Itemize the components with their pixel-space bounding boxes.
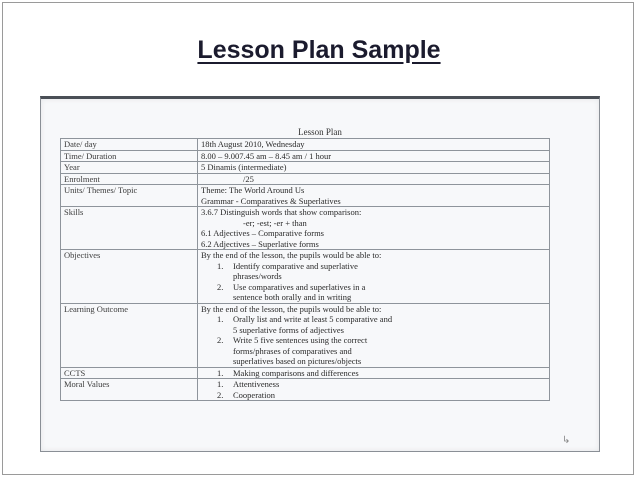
list-number: 2. — [217, 281, 224, 292]
lesson-plan-table — [60, 138, 550, 401]
list-number: 1. — [217, 367, 224, 378]
value-line: 18th August 2010, Wednesday — [201, 139, 305, 149]
table-row — [61, 150, 550, 162]
row-label: Moral Values — [61, 379, 198, 401]
value-line: Attentiveness — [233, 379, 280, 389]
row-label: Time/ Duration — [61, 150, 198, 162]
value-line: 5 superlative forms of adjectives — [233, 324, 344, 335]
row-value — [198, 207, 550, 250]
value-line: sentence both orally and in writing — [233, 292, 352, 302]
row-value — [198, 250, 550, 304]
row-label: Objectives — [61, 250, 198, 304]
value-line: phrases/words — [233, 271, 282, 281]
page-curl-icon: ↳ — [562, 435, 571, 446]
value-line: Making comparisons and differences — [233, 367, 359, 378]
row-value — [198, 150, 550, 162]
value-line: Use comparatives and superlatives in a — [233, 281, 366, 292]
value-line: 5 Dinamis (intermediate) — [201, 162, 287, 172]
table-row — [61, 207, 550, 250]
row-value — [198, 367, 550, 379]
list-number: 1. — [217, 379, 224, 389]
row-label: Learning Outcome — [61, 303, 198, 367]
table-row — [61, 139, 550, 151]
row-value — [198, 173, 550, 185]
value-line: Write 5 five sentences using the correct — [233, 335, 368, 345]
value-line: 8.00 – 9.007.45 am – 8.45 am / 1 hour — [201, 150, 332, 161]
table-row — [61, 185, 550, 207]
table-row — [61, 250, 550, 304]
document-heading: Lesson Plan — [298, 127, 342, 137]
list-number: 2. — [217, 335, 224, 345]
value-line: 6.2 Adjectives – Superlative forms — [201, 238, 319, 249]
value-line: By the end of the lesson, the pupils would be able to: — [201, 250, 382, 260]
row-label: Enrolment — [61, 173, 198, 185]
row-label: Units/ Themes/ Topic — [61, 185, 198, 207]
value-line: Cooperation — [233, 389, 276, 400]
list-number: 1. — [217, 314, 224, 324]
row-label: CCTS — [61, 367, 198, 379]
value-line: Orally list and write at least 5 comparative and — [233, 314, 393, 324]
slide-title: Lesson Plan Sample — [197, 36, 441, 64]
value-line: forms/phrases of comparatives and — [233, 345, 352, 356]
value-line: -er; -est; -er + than — [243, 217, 307, 228]
value-line: 6.1 Adjectives – Comparative forms — [201, 228, 324, 238]
row-label: Date/ day — [61, 139, 198, 151]
table-row — [61, 162, 550, 174]
value-line: superlatives based on pictures/objects — [233, 356, 362, 366]
list-number: 1. — [217, 260, 224, 271]
row-value — [198, 379, 550, 401]
value-line: /25 — [243, 173, 254, 184]
list-number: 2. — [217, 389, 224, 400]
row-value — [198, 162, 550, 174]
table-row — [61, 303, 550, 367]
value-line: Theme: The World Around Us — [201, 185, 305, 195]
value-line: 3.6.7 Distinguish words that show comparison: — [201, 207, 362, 217]
table-row — [61, 379, 550, 401]
row-label: Year — [61, 162, 198, 174]
row-value — [198, 185, 550, 207]
value-line: By the end of the lesson, the pupils would be able to: — [201, 303, 382, 314]
value-line: Identify comparative and superlative — [233, 260, 358, 271]
row-value — [198, 139, 550, 151]
row-value — [198, 303, 550, 367]
row-label: Skills — [61, 207, 198, 250]
value-line: Grammar - Comparatives & Superlatives — [201, 195, 341, 206]
table-row — [61, 173, 550, 185]
table-row — [61, 367, 550, 379]
